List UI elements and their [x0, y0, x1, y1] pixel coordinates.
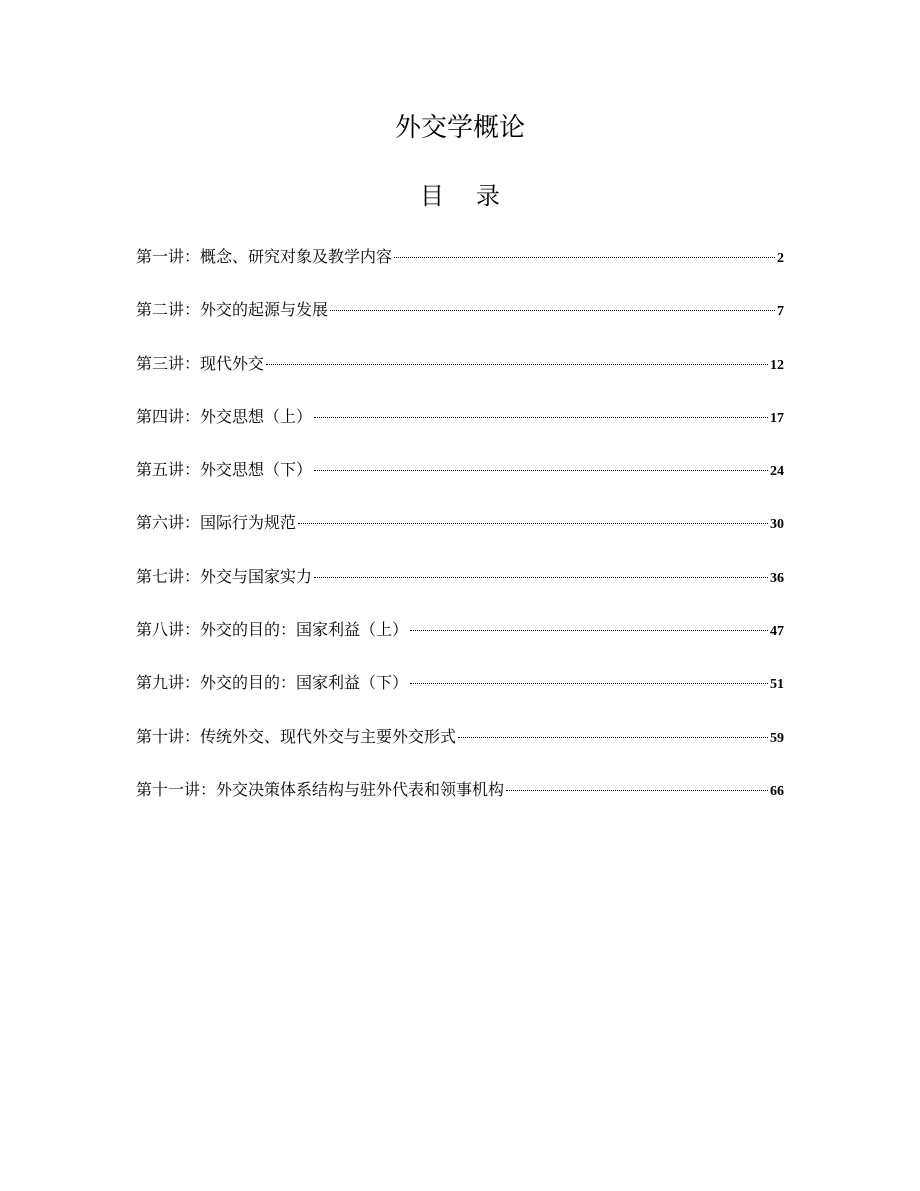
dot-leader	[394, 257, 775, 258]
toc-entry-4[interactable]	[136, 404, 784, 457]
toc-page-number: 51	[770, 677, 784, 693]
toc-entry-5[interactable]	[136, 457, 784, 510]
toc-entry-label: 第十一讲：外交决策体系结构与驻外代表和领事机构	[136, 779, 505, 799]
toc-heading-left: 目	[420, 182, 444, 210]
dot-leader	[410, 630, 768, 631]
toc-heading-right: 录	[476, 182, 500, 210]
toc-page-number: 2	[777, 251, 784, 266]
toc-page-number: 36	[770, 570, 784, 586]
toc-entry-label: 第一讲：概念、研究对象及教学内容	[136, 247, 393, 266]
dot-leader	[330, 310, 775, 311]
dot-leader	[506, 790, 768, 791]
toc-entry-label: 第四讲：外交思想（上）	[136, 406, 313, 426]
toc-page-number: 66	[770, 783, 784, 799]
table-of-contents	[136, 244, 784, 830]
toc-page-number: 30	[770, 517, 784, 533]
toc-entry-10[interactable]	[136, 724, 784, 777]
toc-entry-label: 第九讲：外交的目的：国家利益（下）	[136, 673, 409, 693]
dot-leader	[458, 737, 768, 738]
toc-entry-8[interactable]	[136, 617, 784, 670]
toc-entry-7[interactable]	[136, 564, 784, 617]
toc-entry-3[interactable]	[136, 351, 784, 404]
toc-page-number: 7	[777, 304, 784, 320]
toc-entry-1[interactable]	[136, 244, 784, 297]
dot-leader	[314, 417, 768, 418]
toc-page-number: 12	[770, 357, 784, 373]
toc-heading	[0, 176, 920, 216]
toc-entry-11[interactable]	[136, 777, 784, 830]
dot-leader	[298, 523, 768, 524]
toc-page-number: 17	[770, 410, 784, 426]
toc-entry-label: 第七讲：外交与国家实力	[136, 566, 313, 586]
toc-page-number: 24	[770, 464, 784, 480]
toc-entry-label: 第三讲：现代外交	[136, 353, 265, 373]
toc-page-number: 47	[770, 624, 784, 640]
toc-entry-label: 第十讲：传统外交、现代外交与主要外交形式	[136, 726, 457, 746]
toc-entry-label: 第八讲：外交的目的：国家利益（上）	[136, 620, 409, 640]
toc-entry-label: 第六讲：国际行为规范	[136, 513, 297, 533]
document-title: 外交学概论	[394, 113, 525, 143]
dot-leader	[410, 683, 768, 684]
toc-page-number: 59	[770, 730, 784, 746]
toc-entry-2[interactable]	[136, 297, 784, 350]
dot-leader	[314, 470, 768, 471]
toc-entry-9[interactable]	[136, 670, 784, 723]
dot-leader	[314, 577, 768, 578]
toc-entry-label: 第二讲：外交的起源与发展	[136, 300, 329, 320]
toc-entry-label: 第五讲：外交思想（下）	[136, 460, 313, 480]
toc-entry-6[interactable]	[136, 510, 784, 563]
dot-leader	[266, 364, 768, 365]
